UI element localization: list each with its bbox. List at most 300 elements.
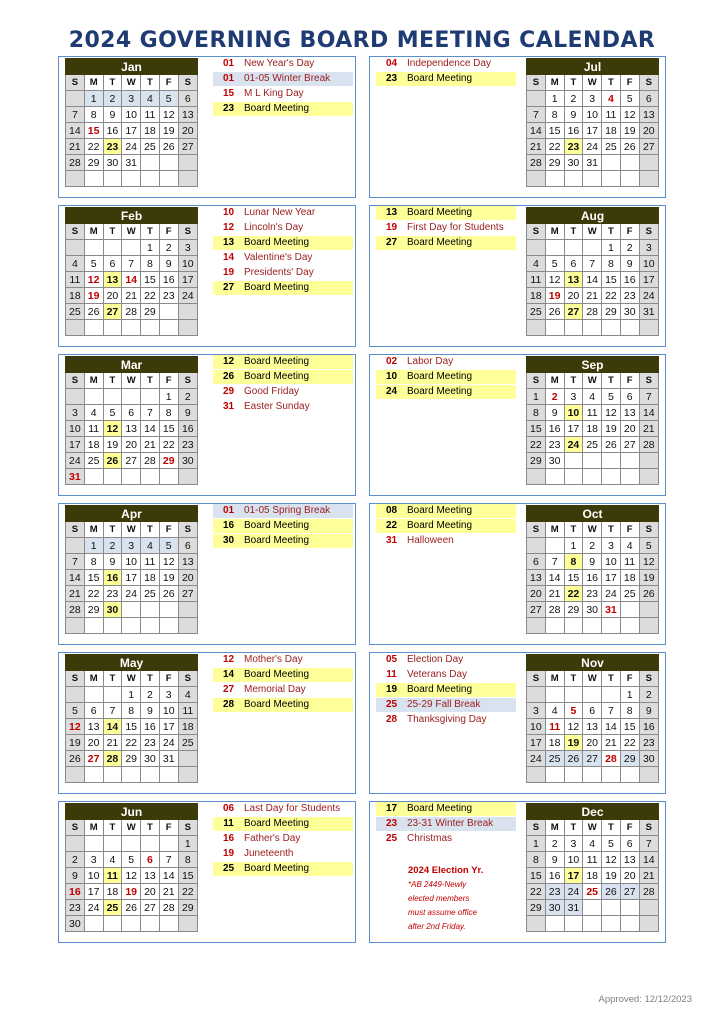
event-holiday <box>213 57 353 71</box>
weekday-header: T <box>141 75 160 91</box>
day-cell: 12 <box>159 554 178 570</box>
day-cell: 18 <box>141 123 160 139</box>
day-cell: 24 <box>564 437 583 453</box>
empty-cell <box>527 767 546 783</box>
empty-cell <box>66 618 85 634</box>
day-cell: 26 <box>103 453 122 469</box>
weekday-header: F <box>159 671 178 687</box>
empty-cell <box>583 916 602 932</box>
empty-cell <box>602 618 621 634</box>
empty-cell <box>602 900 621 916</box>
day-cell: 2 <box>639 687 658 703</box>
event-board-meeting <box>213 817 353 831</box>
day-cell: 6 <box>141 852 160 868</box>
empty-cell <box>583 618 602 634</box>
empty-cell <box>620 900 639 916</box>
event-date: 10 <box>222 207 235 218</box>
day-cell: 26 <box>602 884 621 900</box>
day-cell: 18 <box>527 288 546 304</box>
empty-cell <box>159 469 178 485</box>
weekday-header: T <box>141 671 160 687</box>
weekday-header: M <box>545 373 564 389</box>
event-holiday <box>213 683 353 697</box>
day-cell: 15 <box>84 570 103 586</box>
empty-cell <box>583 900 602 916</box>
event-board-meeting <box>376 683 516 697</box>
empty-cell <box>583 240 602 256</box>
weekday-header: F <box>620 820 639 836</box>
day-cell: 23 <box>103 139 122 155</box>
day-cell: 5 <box>639 538 658 554</box>
weekday-header: W <box>583 671 602 687</box>
event-date: 01 <box>222 58 235 69</box>
empty-cell <box>141 618 160 634</box>
day-cell: 28 <box>141 453 160 469</box>
weekday-header: S <box>639 671 658 687</box>
month-name: Sep <box>527 357 659 373</box>
day-cell: 27 <box>583 751 602 767</box>
day-cell: 6 <box>620 389 639 405</box>
day-cell: 9 <box>141 703 160 719</box>
event-label: Father's Day <box>244 833 301 844</box>
day-cell: 17 <box>564 421 583 437</box>
empty-cell <box>602 320 621 336</box>
weekday-header: S <box>639 373 658 389</box>
month-name: Apr <box>66 506 198 522</box>
day-cell: 10 <box>583 107 602 123</box>
empty-cell <box>66 171 85 187</box>
empty-cell <box>141 469 160 485</box>
day-cell: 7 <box>602 703 621 719</box>
day-cell: 13 <box>103 272 122 288</box>
day-cell: 3 <box>122 91 141 107</box>
empty-cell <box>602 469 621 485</box>
event-date: 11 <box>223 818 234 829</box>
day-cell: 19 <box>602 868 621 884</box>
day-cell: 5 <box>545 256 564 272</box>
empty-cell <box>602 453 621 469</box>
event-date: 31 <box>385 535 398 546</box>
day-cell: 3 <box>564 836 583 852</box>
empty-cell <box>178 320 197 336</box>
event-date: 19 <box>222 848 235 859</box>
day-cell: 7 <box>159 852 178 868</box>
day-cell: 29 <box>620 751 639 767</box>
event-board-meeting <box>376 206 516 220</box>
event-label: Board Meeting <box>244 535 310 546</box>
weekday-header: T <box>103 671 122 687</box>
day-cell: 4 <box>141 91 160 107</box>
empty-cell <box>602 916 621 932</box>
month-name: Dec <box>527 804 659 820</box>
event-label: Election Day <box>407 654 464 665</box>
empty-cell <box>545 687 564 703</box>
event-board-meeting <box>213 862 353 876</box>
day-cell: 7 <box>527 107 546 123</box>
day-cell: 17 <box>122 123 141 139</box>
empty-cell <box>66 836 85 852</box>
day-cell: 12 <box>602 405 621 421</box>
empty-cell <box>639 900 658 916</box>
event-label: Board Meeting <box>407 371 473 382</box>
empty-cell <box>84 618 103 634</box>
weekday-header: F <box>159 820 178 836</box>
day-cell: 14 <box>583 272 602 288</box>
empty-cell <box>122 469 141 485</box>
day-cell: 20 <box>178 123 197 139</box>
empty-cell <box>103 469 122 485</box>
day-cell: 27 <box>564 304 583 320</box>
empty-cell <box>639 453 658 469</box>
day-cell: 1 <box>84 91 103 107</box>
event-label: Board Meeting <box>244 282 310 293</box>
event-date: 30 <box>222 535 235 546</box>
day-cell: 28 <box>66 155 85 171</box>
day-cell: 10 <box>527 719 546 735</box>
event-board-meeting <box>376 385 516 399</box>
empty-cell <box>159 320 178 336</box>
event-label: Christmas <box>407 833 453 844</box>
day-cell: 11 <box>141 554 160 570</box>
day-cell: 22 <box>84 139 103 155</box>
day-cell: 28 <box>66 602 85 618</box>
day-cell: 12 <box>602 852 621 868</box>
day-cell: 25 <box>66 304 85 320</box>
day-cell: 16 <box>103 570 122 586</box>
empty-cell <box>583 767 602 783</box>
month-calendar-mar <box>65 356 198 485</box>
day-cell: 10 <box>122 107 141 123</box>
election-note-line: must assume office <box>408 908 477 917</box>
weekday-header: W <box>122 671 141 687</box>
day-cell: 7 <box>103 703 122 719</box>
day-cell: 7 <box>639 836 658 852</box>
empty-cell <box>564 687 583 703</box>
day-cell: 26 <box>66 751 85 767</box>
empty-cell <box>620 171 639 187</box>
election-note-line: *AB 2449-Newly <box>408 880 467 889</box>
weekday-header: M <box>84 373 103 389</box>
event-label: Board Meeting <box>407 520 473 531</box>
day-cell: 13 <box>620 405 639 421</box>
empty-cell <box>564 469 583 485</box>
empty-cell <box>84 836 103 852</box>
day-cell: 8 <box>527 405 546 421</box>
day-cell: 23 <box>159 288 178 304</box>
day-cell: 23 <box>583 586 602 602</box>
day-cell: 12 <box>84 272 103 288</box>
empty-cell <box>66 320 85 336</box>
day-cell: 6 <box>583 703 602 719</box>
weekday-header: F <box>620 671 639 687</box>
day-cell: 10 <box>564 405 583 421</box>
day-cell: 25 <box>583 884 602 900</box>
day-cell: 12 <box>103 421 122 437</box>
day-cell: 27 <box>103 304 122 320</box>
day-cell: 22 <box>84 586 103 602</box>
empty-cell <box>103 618 122 634</box>
day-cell: 7 <box>66 554 85 570</box>
day-cell: 7 <box>639 389 658 405</box>
weekday-header: T <box>602 522 621 538</box>
month-name: Aug <box>527 208 659 224</box>
empty-cell <box>545 538 564 554</box>
weekday-header: S <box>527 671 546 687</box>
day-cell: 4 <box>66 256 85 272</box>
empty-cell <box>527 916 546 932</box>
weekday-header: T <box>564 671 583 687</box>
empty-cell <box>141 155 160 171</box>
empty-cell <box>122 767 141 783</box>
day-cell: 4 <box>583 836 602 852</box>
weekday-header: S <box>66 522 85 538</box>
day-cell: 17 <box>564 868 583 884</box>
empty-cell <box>66 687 85 703</box>
page-title: 2024 GOVERNING BOARD MEETING CALENDAR <box>68 28 656 53</box>
day-cell: 31 <box>583 155 602 171</box>
day-cell: 30 <box>639 751 658 767</box>
weekday-header: T <box>564 224 583 240</box>
empty-cell <box>602 171 621 187</box>
empty-cell <box>178 469 197 485</box>
event-label: Board Meeting <box>244 371 310 382</box>
empty-cell <box>66 240 85 256</box>
weekday-header: M <box>84 671 103 687</box>
day-cell: 29 <box>178 900 197 916</box>
day-cell: 8 <box>527 852 546 868</box>
empty-cell <box>639 171 658 187</box>
event-date: 01 <box>222 505 235 516</box>
month-name: Jan <box>66 59 198 75</box>
day-cell: 30 <box>583 602 602 618</box>
event-break <box>213 504 353 518</box>
event-date: 27 <box>385 237 398 248</box>
event-holiday <box>213 653 353 667</box>
day-cell: 24 <box>564 884 583 900</box>
day-cell: 28 <box>545 602 564 618</box>
event-holiday <box>213 832 353 846</box>
day-cell: 18 <box>620 570 639 586</box>
day-cell: 23 <box>178 437 197 453</box>
day-cell: 15 <box>527 421 546 437</box>
day-cell: 28 <box>583 304 602 320</box>
event-label: Juneteenth <box>244 848 294 859</box>
event-label: Lunar New Year <box>244 207 316 218</box>
empty-cell <box>103 320 122 336</box>
empty-cell <box>602 767 621 783</box>
empty-cell <box>84 320 103 336</box>
day-cell: 22 <box>178 884 197 900</box>
empty-cell <box>178 602 197 618</box>
weekday-header: W <box>122 373 141 389</box>
day-cell: 13 <box>620 852 639 868</box>
empty-cell <box>178 155 197 171</box>
weekday-header: F <box>159 75 178 91</box>
weekday-header: T <box>103 75 122 91</box>
empty-cell <box>620 453 639 469</box>
event-holiday <box>213 266 353 280</box>
day-cell: 30 <box>103 602 122 618</box>
day-cell: 31 <box>122 155 141 171</box>
day-cell: 24 <box>159 735 178 751</box>
day-cell: 28 <box>639 437 658 453</box>
empty-cell <box>620 916 639 932</box>
day-cell: 12 <box>66 719 85 735</box>
event-holiday <box>213 206 353 220</box>
day-cell: 27 <box>639 139 658 155</box>
event-label: Board Meeting <box>407 386 473 397</box>
day-cell: 7 <box>583 256 602 272</box>
day-cell: 21 <box>122 288 141 304</box>
empty-cell <box>545 618 564 634</box>
event-holiday <box>376 668 516 682</box>
day-cell: 9 <box>639 703 658 719</box>
day-cell: 14 <box>103 719 122 735</box>
day-cell: 18 <box>141 570 160 586</box>
day-cell: 16 <box>159 272 178 288</box>
day-cell: 21 <box>159 884 178 900</box>
day-cell: 24 <box>583 139 602 155</box>
event-label: Board Meeting <box>407 505 473 516</box>
day-cell: 24 <box>122 586 141 602</box>
day-cell: 11 <box>583 852 602 868</box>
day-cell: 12 <box>159 107 178 123</box>
day-cell: 31 <box>564 900 583 916</box>
day-cell: 11 <box>527 272 546 288</box>
empty-cell <box>122 389 141 405</box>
empty-cell <box>583 171 602 187</box>
day-cell: 19 <box>564 735 583 751</box>
day-cell: 30 <box>178 453 197 469</box>
day-cell: 29 <box>527 453 546 469</box>
empty-cell <box>620 602 639 618</box>
event-label: New Year's Day <box>244 58 315 69</box>
weekday-header: W <box>583 373 602 389</box>
event-date: 19 <box>385 684 398 695</box>
day-cell: 10 <box>84 868 103 884</box>
day-cell: 12 <box>639 554 658 570</box>
weekday-header: S <box>66 671 85 687</box>
day-cell: 1 <box>620 687 639 703</box>
day-cell: 16 <box>103 123 122 139</box>
empty-cell <box>527 240 546 256</box>
weekday-header: T <box>141 522 160 538</box>
day-cell: 22 <box>527 884 546 900</box>
day-cell: 14 <box>66 570 85 586</box>
weekday-header: S <box>66 224 85 240</box>
day-cell: 29 <box>564 602 583 618</box>
event-label: Valentine's Day <box>244 252 313 263</box>
day-cell: 13 <box>84 719 103 735</box>
day-cell: 29 <box>84 155 103 171</box>
weekday-header: T <box>103 373 122 389</box>
day-cell: 18 <box>602 123 621 139</box>
month-calendar-dec <box>526 803 659 932</box>
day-cell: 14 <box>545 570 564 586</box>
weekday-header: T <box>141 224 160 240</box>
empty-cell <box>159 155 178 171</box>
event-label: Board Meeting <box>244 520 310 531</box>
day-cell: 3 <box>66 405 85 421</box>
weekday-header: W <box>583 224 602 240</box>
event-label: Veterans Day <box>407 669 468 680</box>
event-label: Board Meeting <box>244 356 310 367</box>
empty-cell <box>122 240 141 256</box>
month-name: Oct <box>527 506 659 522</box>
day-cell: 3 <box>564 389 583 405</box>
empty-cell <box>620 469 639 485</box>
event-board-meeting <box>213 102 353 116</box>
day-cell: 25 <box>178 735 197 751</box>
day-cell: 16 <box>545 868 564 884</box>
weekday-header: T <box>103 522 122 538</box>
month-name: Feb <box>66 208 198 224</box>
empty-cell <box>602 687 621 703</box>
day-cell: 17 <box>66 437 85 453</box>
day-cell: 14 <box>639 852 658 868</box>
day-cell: 26 <box>122 900 141 916</box>
event-label: Board Meeting <box>244 669 310 680</box>
day-cell: 19 <box>620 123 639 139</box>
weekday-header: F <box>159 373 178 389</box>
day-cell: 7 <box>122 256 141 272</box>
day-cell: 8 <box>141 256 160 272</box>
weekday-header: T <box>564 373 583 389</box>
day-cell: 6 <box>620 836 639 852</box>
empty-cell <box>564 453 583 469</box>
empty-cell <box>178 304 197 320</box>
empty-cell <box>159 602 178 618</box>
empty-cell <box>103 836 122 852</box>
day-cell: 26 <box>620 139 639 155</box>
day-cell: 4 <box>178 687 197 703</box>
month-name: Jul <box>527 59 659 75</box>
day-cell: 26 <box>159 586 178 602</box>
day-cell: 9 <box>103 107 122 123</box>
empty-cell <box>564 618 583 634</box>
day-cell: 17 <box>583 123 602 139</box>
day-cell: 15 <box>620 719 639 735</box>
event-date: 02 <box>385 356 398 367</box>
day-cell: 8 <box>84 107 103 123</box>
day-cell: 16 <box>178 421 197 437</box>
month-calendar-feb <box>65 207 198 336</box>
event-holiday <box>376 534 516 548</box>
day-cell: 13 <box>639 107 658 123</box>
day-cell: 12 <box>545 272 564 288</box>
day-cell: 15 <box>159 421 178 437</box>
weekday-header: F <box>159 522 178 538</box>
empty-cell <box>545 469 564 485</box>
event-board-meeting <box>213 236 353 250</box>
day-cell: 5 <box>564 703 583 719</box>
day-cell: 27 <box>84 751 103 767</box>
weekday-header: S <box>639 820 658 836</box>
event-date: 31 <box>222 401 235 412</box>
event-date: 04 <box>385 58 398 69</box>
day-cell: 23 <box>545 884 564 900</box>
day-cell: 10 <box>639 256 658 272</box>
event-date: 08 <box>385 505 398 516</box>
day-cell: 3 <box>84 852 103 868</box>
day-cell: 21 <box>639 421 658 437</box>
weekday-header: F <box>159 224 178 240</box>
empty-cell <box>141 389 160 405</box>
day-cell: 14 <box>527 123 546 139</box>
event-label: Last Day for Students <box>244 803 341 814</box>
day-cell: 13 <box>527 570 546 586</box>
day-cell: 26 <box>602 437 621 453</box>
